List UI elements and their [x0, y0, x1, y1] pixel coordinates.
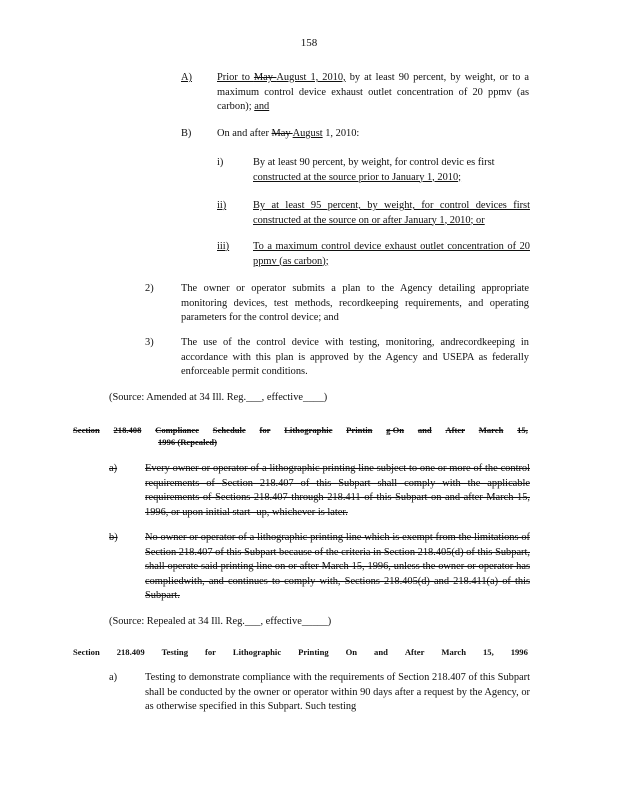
paragraph-A	[217, 71, 529, 115]
item-label-iii: iii)	[217, 241, 230, 252]
source-note-amended: (Source: Amended at 34 Ill. Reg.___, effective____)	[109, 392, 328, 403]
deleted-month-B: May	[271, 128, 293, 139]
s408-w2: Compliance	[155, 425, 200, 435]
s408-w0: Section	[73, 425, 100, 435]
page-number: 158	[300, 37, 318, 49]
item-label-ii: ii)	[217, 200, 227, 211]
item-label-B: B)	[181, 128, 192, 139]
paragraph-i-line2: constructed at the source prior to January 1, 2010;	[253, 171, 462, 183]
s409-w9: March	[441, 647, 467, 657]
s408-w11: 15,	[517, 425, 528, 435]
s409-w2: Testing	[161, 647, 189, 657]
s408-w10: March	[478, 425, 504, 435]
s408-w4: for	[259, 425, 271, 435]
paragraph-2: The owner or operator submits a plan to the Agency detailing appropriate monitoring devices, test methods, recordkeeping requirements, and operating parameters for the control device; and	[181, 283, 529, 323]
paragraph-B-year: 1, 2010:	[322, 128, 360, 139]
paragraph-408a	[145, 462, 530, 520]
paragraph-ii: By at least 95 percent, by weight, for control devices first constructed at the source on or after January 1, 2010; or	[253, 200, 530, 226]
s409-w10: 15,	[482, 647, 494, 657]
s409-w0: Section	[73, 647, 100, 657]
item-label-408b: b)	[109, 532, 118, 543]
prior-to-text: Prior to	[217, 72, 254, 83]
s408-w5: Lithographic	[284, 425, 333, 435]
s408-w3: Schedule	[212, 425, 246, 435]
section-218-409-heading	[73, 646, 528, 658]
item-label-A: A)	[181, 72, 192, 83]
s408-w9: After	[445, 425, 465, 435]
s409-w1: 218.409	[116, 647, 145, 657]
s408-w7: g On	[386, 425, 405, 435]
item-label-i: i)	[217, 157, 224, 168]
s408-w6: Printin	[346, 425, 373, 435]
section-218-408-subtitle: 1996 (Repealed)	[158, 437, 217, 447]
deleted-month: May	[253, 72, 277, 83]
paragraph-B	[217, 127, 529, 142]
s409-w7: and	[374, 647, 388, 657]
paragraph-i-line1: By at least 90 percent, by weight, for control devic es first	[253, 157, 495, 168]
item-label-2: 2)	[145, 283, 154, 294]
paragraph-408b	[145, 531, 530, 604]
inserted-and: and	[254, 101, 270, 112]
paragraph-408b-text: No owner or operator of a lithographic printing line which is exempt from the limitations of Section 218.407 of this Subpart because of the criteria in Section 218.405(d) of this Subpart, shall operate said printing line on or after March 15, 1996, unless the owner or operator has compliedwith, and continues to comply with, Sections 218.405(d) and 218.411(a) of this Subpart.	[145, 532, 530, 601]
inserted-month-B: August	[292, 128, 323, 139]
s409-w5: Printing	[298, 647, 329, 657]
section-218-408-heading	[73, 424, 528, 436]
paragraph-3: The use of the control device with testing, monitoring, andrecordkeeping in accordance with this plan is approved by the Agency and USEPA as federally enforceable permit conditions.	[181, 337, 529, 377]
s409-w8: After	[404, 647, 425, 657]
item-label-3: 3)	[145, 337, 154, 348]
s409-w3: for	[204, 647, 216, 657]
paragraph-409a: Testing to demonstrate compliance with the requirements of Section 218.407 of this Subpart shall be conducted by the owner or operator within 90 days after a request by the Agency, or as otherwise specified in this Subpart. Such testing	[145, 672, 530, 712]
s408-w8: and	[417, 425, 432, 435]
paragraph-A-text: by at least 90 percent, by weight, or to a maximum control device exhaust outlet concentration of 20 ppmv (as carbon);	[217, 72, 530, 112]
s409-w11: 1996	[510, 647, 528, 657]
s409-w6: On	[345, 647, 358, 657]
paragraph-iii: To a maximum control device exhaust outlet concentration of 20 ppmv (as carbon);	[253, 241, 530, 267]
inserted-date: August 1, 2010,	[276, 72, 346, 83]
paragraph-i	[253, 156, 530, 185]
s409-w4: Lithographic	[232, 647, 282, 657]
on-and-after-text: On and after	[217, 128, 272, 139]
s408-w1: 218.408	[113, 425, 142, 435]
source-note-repealed: (Source: Repealed at 34 Ill. Reg.___, effective_____)	[109, 616, 332, 627]
item-label-409a: a)	[109, 672, 118, 683]
paragraph-408a-text: Every owner or operator of a lithographic printing line subject to one or more of the control requirements of Section 218.407 of this Subpart shall comply with the applicable requirements of Sections 218.407 through 218.411 of this Subpart on and after March 15, 1996, or upon initial start -up, whichever is later.	[145, 463, 530, 518]
item-label-408a: a)	[109, 463, 118, 474]
